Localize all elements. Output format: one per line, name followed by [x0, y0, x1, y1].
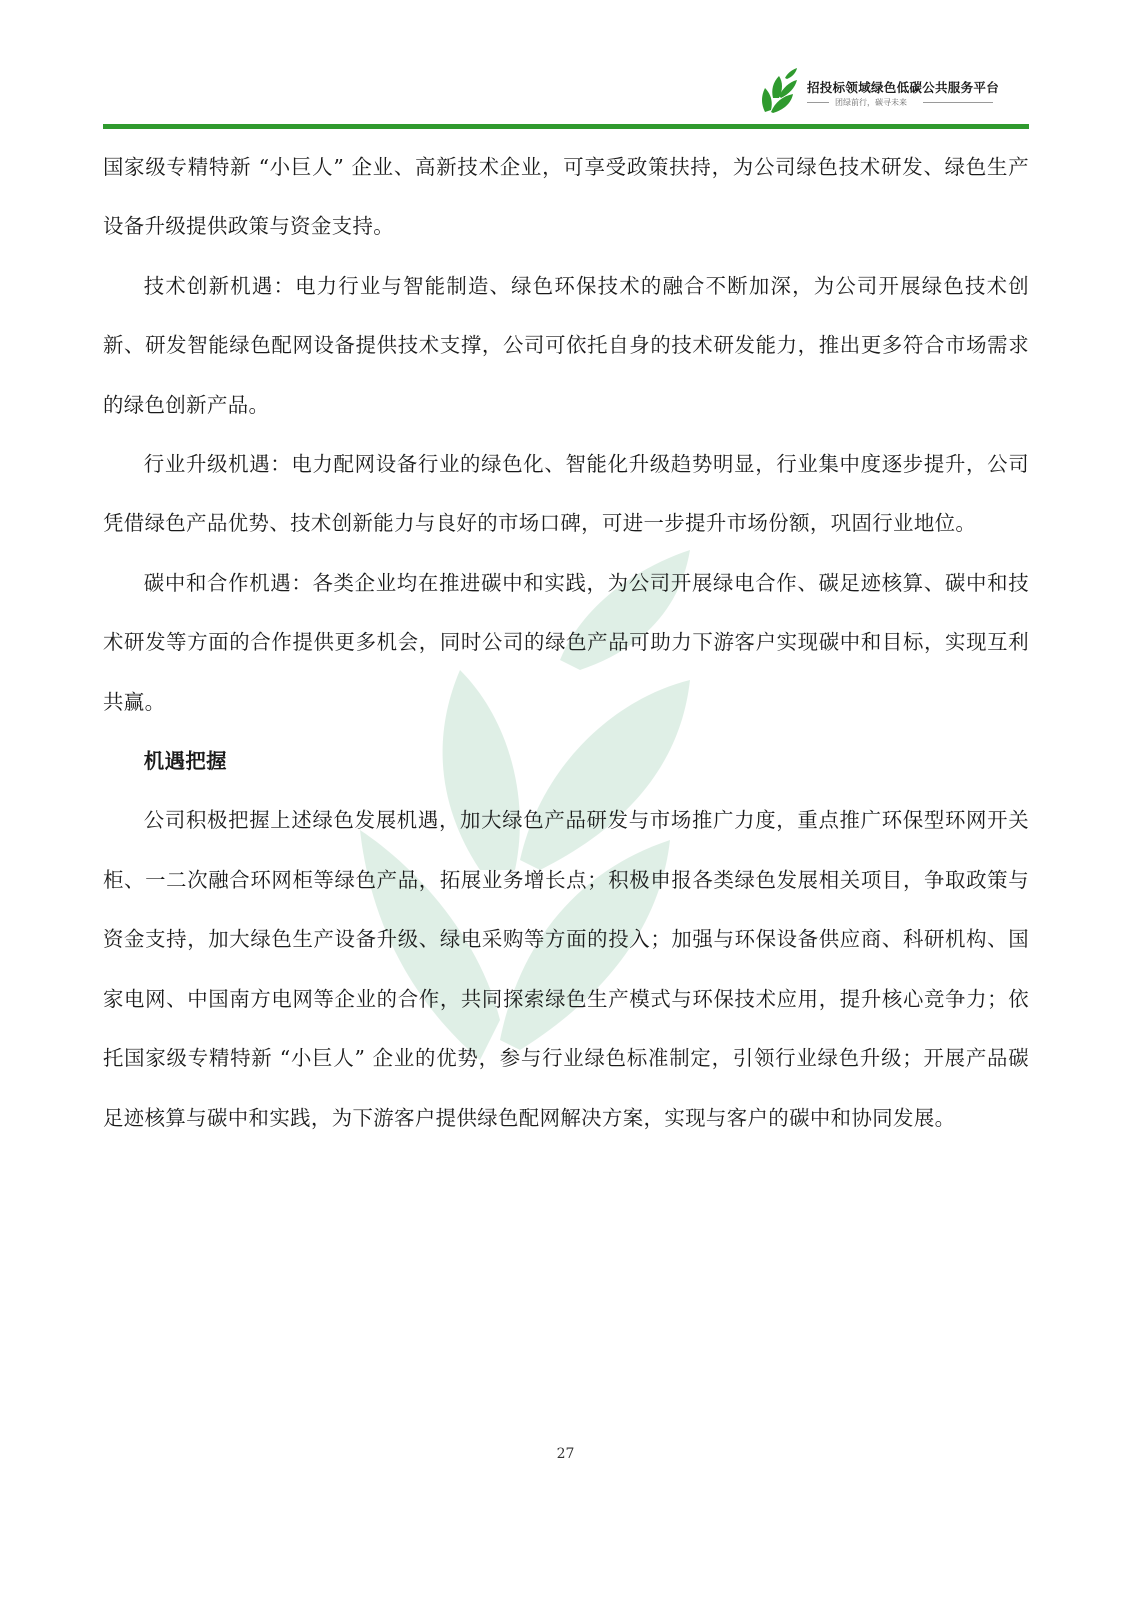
slogan-rule-right: [923, 102, 993, 103]
slogan-rule-left: [807, 102, 829, 103]
page-number: 27: [556, 1446, 575, 1462]
header-divider: [103, 124, 1029, 129]
document-body: [103, 138, 1029, 1148]
paragraph-industry-upgrade: 行业升级机遇：电力配网设备行业的绿色化、智能化升级趋势明显，行业集中度逐步提升，公司凭借绿色产品优势、技术创新能力与良好的市场口碑，可进一步提升市场份额，巩固行业地位。: [103, 452, 1029, 536]
brand-name: 招投标领域绿色低碳公共服务平台: [807, 80, 1000, 95]
paragraph-carbon-neutral-cooperation: 碳中和合作机遇：各类企业均在推进碳中和实践，为公司开展绿电合作、碳足迹核算、碳中和技术研发等方面的合作提供更多机会，同时公司的绿色产品可助力下游客户实现碳中和目标，实现互利共赢。: [103, 570, 1029, 714]
paragraph-tech-innovation: 技术创新机遇：电力行业与智能制造、绿色环保技术的融合不断加深，为公司开展绿色技术创新、研发智能绿色配网设备提供技术支撑，公司可依托自身的技术研发能力，推出更多符合市场需求的绿色创新产品。: [103, 273, 1029, 417]
page-header: [103, 66, 1029, 130]
paragraph-opportunity-grasp: 公司积极把握上述绿色发展机遇，加大绿色产品研发与市场推广力度，重点推广环保型环网开关柜、一二次融合环网柜等绿色产品，拓展业务增长点；积极申报各类绿色发展相关项目，争取政策与资金支持，加大绿色生产设备升级、绿电采购等方面的投入；加强与环保设备供应商、科研机构、国家电网、中国南方电网等企业的合作，共同探索绿色生产模式与环保技术应用，提升核心竞争力；依托国家级专精特新 “小巨人” 企业的优势，参与行业绿色标准制定，引领行业绿色升级；开展产品碳足迹核算与碳中和实践，为下游客户提供绿色配网解决方案，实现与客户的碳中和协同发展。: [103, 808, 1029, 1130]
green-leaf-sprout-icon: [759, 68, 799, 114]
section-heading-opportunity: 机遇把握: [143, 749, 227, 774]
brand-slogan: 团绿前行，碳寻未来: [835, 98, 907, 107]
paragraph-continued: 国家级专精特新 “小巨人” 企业、高新技术企业，可享受政策扶持，为公司绿色技术研发、绿色生产设备升级提供政策与资金支持。: [103, 155, 1029, 239]
